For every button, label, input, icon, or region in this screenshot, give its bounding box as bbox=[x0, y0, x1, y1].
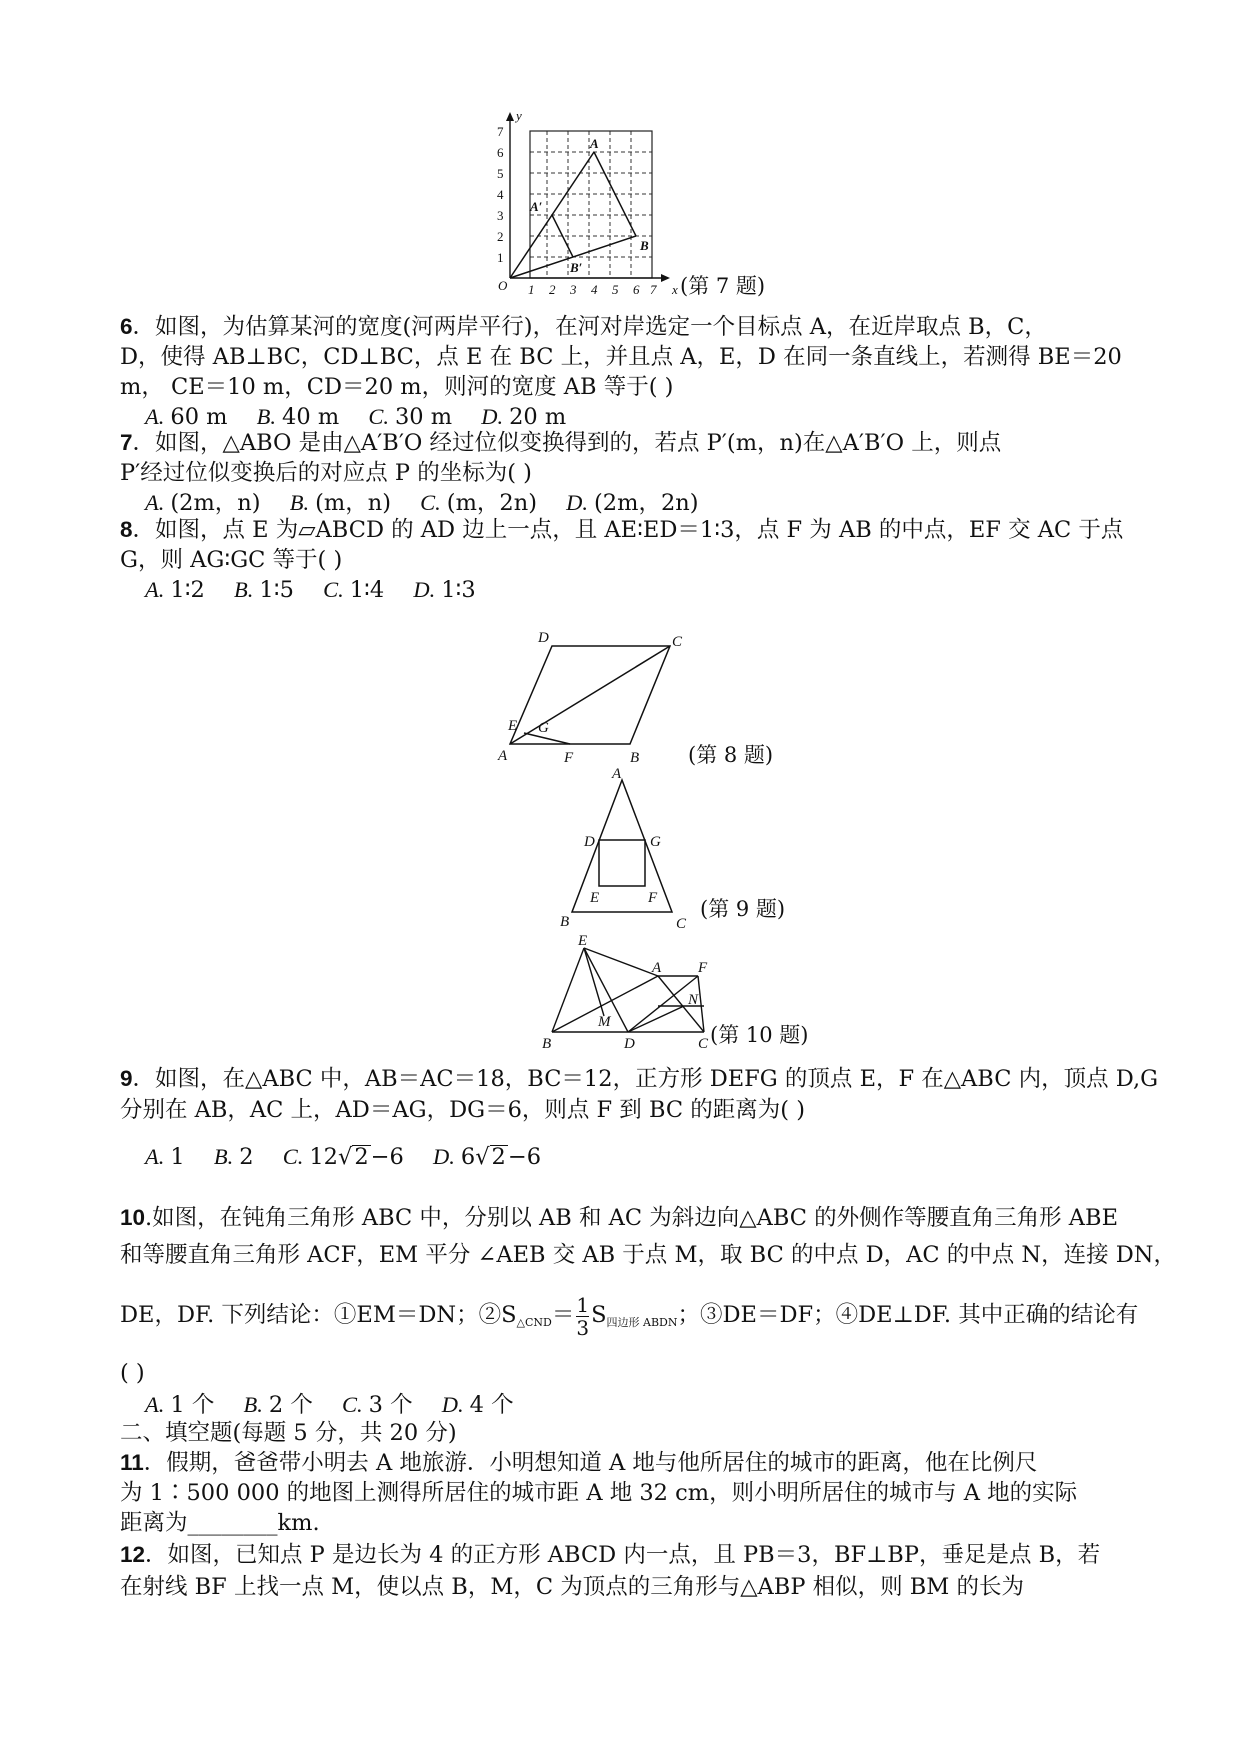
opt-letter-b: B. bbox=[213, 1144, 234, 1169]
q10-option-c: 3 个 bbox=[368, 1392, 413, 1418]
q9-text-1: ．如图，在△ABC 中，AB＝AC＝18，BC＝12，正方形 DEFG 的顶点 E，F 在△ABC 内，顶点 D,G bbox=[132, 1066, 1159, 1092]
fig8-label-C: C bbox=[672, 634, 683, 650]
opt-letter-c: C. bbox=[342, 1392, 363, 1417]
tick-x-3: 3 bbox=[570, 282, 577, 297]
q9-option-d: 6√2−6 bbox=[460, 1144, 542, 1170]
opt-letter-a: A. bbox=[145, 1144, 165, 1169]
fig9-label-G: G bbox=[650, 834, 661, 850]
q9-option-c: 12√2−6 bbox=[309, 1144, 404, 1170]
q10-options bbox=[145, 1390, 536, 1420]
q8-number: 8 bbox=[120, 517, 133, 542]
q12-text-1: ．如图，已知点 P 是边长为 4 的正方形 ABCD 内一点，且 PB＝3，BF⊥BP，垂足是点 B，若 bbox=[145, 1542, 1101, 1568]
q11-line-3: 距离为________km. bbox=[120, 1510, 320, 1536]
figure-9-caption: (第 9 题) bbox=[700, 897, 786, 921]
tick-y-5: 5 bbox=[497, 166, 504, 181]
q9-number: 9 bbox=[120, 1066, 133, 1091]
fig8-label-G: G bbox=[538, 720, 549, 736]
q7-line-2: P′经过位似变换后的对应点 P 的坐标为( ) bbox=[120, 460, 532, 486]
opt-letter-b: B. bbox=[243, 1392, 263, 1417]
q6-line-2: D，使得 AB⊥BC，CD⊥BC，点 E 在 BC 上，并且点 A，E，D 在同一条直线上，若测得 BE＝20 bbox=[120, 344, 1122, 370]
point-B: B bbox=[640, 238, 649, 253]
fig9-label-F: F bbox=[648, 890, 658, 906]
q10-line-3 bbox=[120, 1290, 1139, 1348]
q10-text-3a: DE，DF. 下列结论：①EM＝DN；②S bbox=[120, 1302, 517, 1328]
grid-lines bbox=[530, 131, 652, 278]
q9-options bbox=[145, 1142, 563, 1172]
q6-option-a: 60 m bbox=[170, 404, 228, 430]
opt-letter-a: A. bbox=[145, 577, 165, 602]
q10-subscript-cnd: △CND bbox=[516, 1316, 552, 1329]
tick-x-4: 4 bbox=[591, 282, 598, 297]
q10-frac-den: 3 bbox=[576, 1315, 590, 1340]
tick-y-3: 3 bbox=[497, 208, 504, 223]
q9-option-b: 2 bbox=[239, 1144, 254, 1170]
tick-x-6: 6 bbox=[633, 282, 640, 297]
q7-options bbox=[145, 488, 721, 518]
tick-x-1: 1 bbox=[528, 282, 535, 297]
tick-y-2: 2 bbox=[497, 229, 504, 244]
q10-text-3b: ；③DE＝DF；④DE⊥DF. 其中正确的结论有 bbox=[677, 1302, 1139, 1328]
q6-option-c: 30 m bbox=[394, 404, 453, 430]
q9-option-d-radicand: 2 bbox=[491, 1144, 506, 1170]
q10-number: 10 bbox=[120, 1205, 146, 1230]
tick-y-4: 4 bbox=[497, 187, 504, 202]
q9-option-c-tail: −6 bbox=[370, 1144, 404, 1170]
fig8-label-F: F bbox=[564, 750, 574, 766]
fig10-label-C: C bbox=[698, 1036, 709, 1052]
figure-10-caption: (第 10 题) bbox=[710, 1023, 809, 1047]
tick-y-7: 7 bbox=[497, 124, 504, 139]
fig10-label-M: M bbox=[598, 1014, 611, 1030]
tick-y-1: 1 bbox=[497, 250, 504, 265]
opt-letter-b: B. bbox=[234, 577, 254, 602]
q6-number: 6 bbox=[120, 314, 133, 339]
tick-x-5: 5 bbox=[612, 282, 619, 297]
q6-line-3: m， CE＝10 m，CD＝20 m，则河的宽度 AB 等于( ) bbox=[120, 374, 674, 400]
tick-x-7: 7 bbox=[650, 282, 657, 297]
q8-option-c: 1∶4 bbox=[349, 577, 385, 603]
figure-7-caption: (第 7 题) bbox=[680, 274, 766, 298]
fig8-label-D: D bbox=[538, 630, 549, 646]
section-2-heading: 二、填空题(每题 5 分，共 20 分) bbox=[120, 1420, 457, 1446]
opt-letter-a: A. bbox=[145, 1392, 165, 1417]
q8-options bbox=[145, 575, 498, 605]
q8-option-a: 1∶2 bbox=[170, 577, 205, 603]
q9-option-c-radicand: 2 bbox=[354, 1144, 369, 1170]
q10-option-d: 4 个 bbox=[469, 1392, 514, 1418]
fig10-label-A: A bbox=[652, 960, 662, 976]
q10-text-1: .如图，在钝角三角形 ABC 中，分别以 AB 和 AC 为斜边向△ABC 的外侧作等腰直角三角形 ABE bbox=[145, 1205, 1118, 1231]
q7-option-c: (m，2n) bbox=[446, 490, 537, 516]
q8-text-1: ．如图，点 E 为▱ABCD 的 AD 边上一点，且 AE∶ED＝1∶3，点 F 为 AB 的中点，EF 交 AC 于点 bbox=[132, 517, 1124, 543]
axis-y-label: y bbox=[516, 108, 522, 123]
q9-option-d-tail: −6 bbox=[507, 1144, 542, 1170]
point-B-prime: B′ bbox=[570, 260, 583, 275]
q11-line-2: 为 1∶500 000 的地图上测得所居住的城市距 A 地 32 cm，则小明所居住的城市与 A 地的实际 bbox=[120, 1480, 1078, 1506]
q9-option-a: 1 bbox=[170, 1144, 185, 1170]
q12-number: 12 bbox=[120, 1542, 146, 1567]
point-A: A bbox=[590, 136, 599, 151]
q12-line-2: 在射线 BF 上找一点 M，使以点 B，M，C 为顶点的三角形与△ABP 相似，则 BM 的长为 bbox=[120, 1574, 1024, 1600]
q9-option-c-coef: 12 bbox=[309, 1144, 338, 1170]
q8-option-d: 1∶3 bbox=[441, 577, 476, 603]
fig9-label-C: C bbox=[676, 916, 687, 932]
q6-option-b: 40 m bbox=[282, 404, 340, 430]
q6-text-1: ．如图，为估算某河的宽度(河两岸平行)，在河对岸选定一个目标点 A，在近岸取点 B，C， bbox=[132, 314, 1047, 340]
point-A-prime: A′ bbox=[530, 199, 543, 214]
fig10-label-D: D bbox=[624, 1036, 635, 1052]
opt-letter-d: D. bbox=[566, 490, 589, 515]
fig8-label-E: E bbox=[508, 718, 518, 734]
q6-option-d: 20 m bbox=[509, 404, 567, 430]
figure-8-caption: (第 8 题) bbox=[688, 743, 774, 767]
q9-option-d-coef: 6 bbox=[460, 1144, 476, 1170]
q10-line-2: 和等腰直角三角形 ACF，EM 平分 ∠AEB 交 AB 于点 M，取 BC 的中点 D，AC 的中点 N，连接 DN， bbox=[120, 1242, 1176, 1268]
q11-number: 11 bbox=[120, 1450, 144, 1475]
fig9-label-B: B bbox=[560, 914, 570, 930]
q7-option-b: (m，n) bbox=[315, 490, 391, 516]
fig10-label-E: E bbox=[578, 933, 588, 949]
fig9-label-E: E bbox=[590, 890, 600, 906]
axis-x-label: x bbox=[672, 282, 678, 297]
opt-letter-c: C. bbox=[368, 404, 389, 429]
q7-option-a: (2m，n) bbox=[170, 490, 261, 516]
q10-option-a: 1 个 bbox=[170, 1392, 215, 1418]
q7-number: 7 bbox=[120, 430, 133, 455]
q12-line-1 bbox=[120, 1540, 1130, 1570]
fig8-label-A: A bbox=[498, 748, 508, 764]
q10-line-1 bbox=[120, 1203, 1130, 1233]
figure-7-grid bbox=[497, 108, 690, 300]
opt-letter-c: C. bbox=[282, 1144, 304, 1169]
origin-label: O bbox=[498, 278, 508, 293]
opt-letter-c: C. bbox=[420, 490, 441, 515]
opt-letter-a: A. bbox=[145, 490, 165, 515]
q10-s: S bbox=[591, 1302, 607, 1328]
q9-line-1 bbox=[120, 1064, 1159, 1094]
q10-frac-num: 1 bbox=[576, 1292, 590, 1317]
q10-equals: ＝ bbox=[551, 1302, 575, 1328]
opt-letter-b: B. bbox=[256, 404, 277, 429]
opt-letter-a: A. bbox=[145, 404, 165, 429]
tick-y-6: 6 bbox=[497, 145, 504, 160]
opt-letter-b: B. bbox=[289, 490, 310, 515]
fig8-label-B: B bbox=[630, 750, 640, 766]
q10-subscript-abdn: 四边形 ABDN bbox=[606, 1316, 678, 1329]
opt-letter-d: D. bbox=[433, 1144, 455, 1169]
figure-8-parallelogram bbox=[498, 604, 688, 764]
q8-line-1 bbox=[120, 515, 1130, 545]
q10-option-b: 2 个 bbox=[268, 1392, 313, 1418]
q7-option-d: (2m，2n) bbox=[594, 490, 699, 516]
q9-line-2: 分别在 AB，AC 上，AD＝AG，DG＝6，则点 F 到 BC 的距离为( ) bbox=[120, 1097, 805, 1123]
q7-text-1: ．如图，△ABO 是由△A′B′O 经过位似变换得到的，若点 P′(m，n)在△A′B′O 上，则点 bbox=[132, 430, 1002, 456]
q7-line-1 bbox=[120, 428, 1130, 458]
q8-option-b: 1∶5 bbox=[259, 577, 294, 603]
q6-line-1 bbox=[120, 312, 1130, 342]
opt-letter-d: D. bbox=[441, 1392, 464, 1417]
q11-text-1: ．假期，爸爸带小明去 A 地旅游．小明想知道 A 地与他所居住的城市的距离，他在比例尺 bbox=[143, 1450, 1038, 1476]
tick-x-2: 2 bbox=[549, 282, 556, 297]
figure-9-triangle bbox=[560, 768, 700, 930]
fig10-label-B: B bbox=[542, 1036, 552, 1052]
fig10-label-F: F bbox=[698, 960, 708, 976]
q11-line-1 bbox=[120, 1448, 1130, 1478]
figure-10-triangles bbox=[538, 932, 718, 1052]
q8-line-2: G，则 AG∶GC 等于( ) bbox=[120, 547, 343, 573]
fig9-label-D: D bbox=[584, 834, 595, 850]
fig9-label-A: A bbox=[612, 766, 622, 782]
opt-letter-d: D. bbox=[413, 577, 436, 602]
q10-line-4: ( ) bbox=[120, 1360, 145, 1386]
fig10-label-N: N bbox=[688, 992, 699, 1008]
opt-letter-d: D. bbox=[481, 404, 504, 429]
opt-letter-c: C. bbox=[323, 577, 344, 602]
q10-fraction bbox=[576, 1294, 589, 1339]
